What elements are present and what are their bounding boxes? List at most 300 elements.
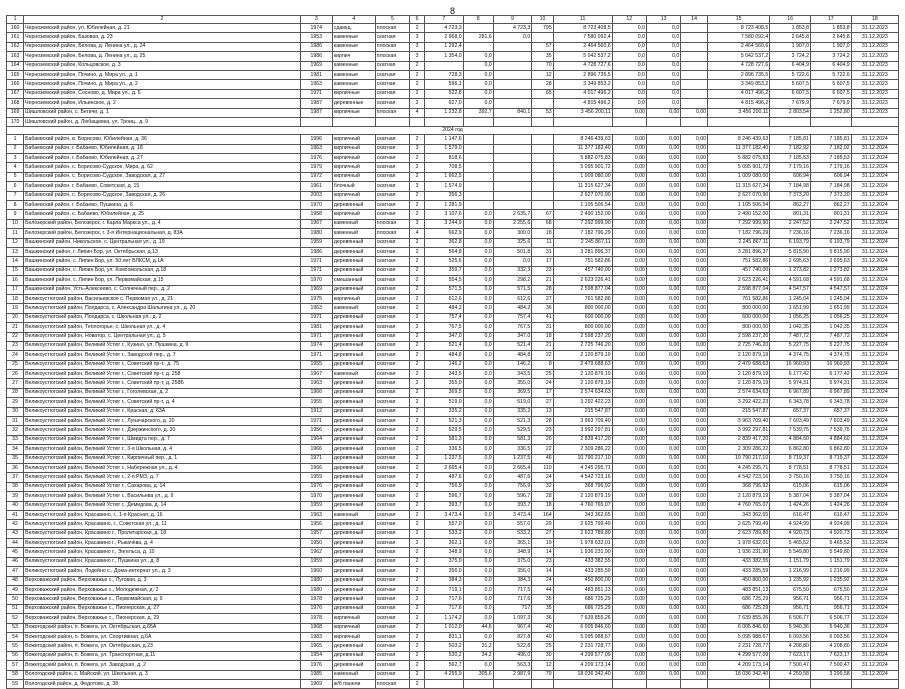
table-cell: 675,50 [770, 586, 811, 595]
table-cell: 956,71 [770, 595, 811, 604]
table-cell: 2 309 286,22 [553, 445, 612, 454]
table-cell: 0,00 [612, 445, 646, 454]
table-cell: скатная [375, 276, 409, 285]
table-cell: 0,00 [681, 661, 708, 670]
table-cell: 11 377 182,40 [553, 144, 612, 153]
table-cell [463, 182, 493, 191]
table-cell: 2 [410, 80, 425, 89]
table-cell: 17 [532, 257, 553, 266]
table-cell: 501,8 [493, 247, 532, 256]
table-cell: 2 [410, 154, 425, 163]
table-cell: 31.12.2024 [851, 332, 898, 341]
table-cell: 0,00 [612, 520, 646, 529]
table-cell: Великоустюгский район, Лодейно с., Дома-интернат ул., д. 3 [24, 567, 301, 576]
table-cell: 8 723 408,5 [708, 24, 770, 33]
table-row [7, 99, 899, 108]
table-cell: 23 [532, 266, 553, 275]
table-cell: 0,0 [493, 33, 532, 42]
table-cell: скатная [375, 257, 409, 266]
table-cell: 1974 [300, 341, 332, 350]
table-cell: 2 968,0 [425, 33, 464, 42]
table-cell: 58 [7, 670, 24, 679]
table-cell: 0,00 [646, 257, 680, 266]
table-cell: 2 695,63 [770, 257, 811, 266]
table-cell: 2 [410, 670, 425, 679]
table-cell: 7 184,98 [770, 182, 811, 191]
table-cell: каменный [332, 229, 375, 238]
table-cell: 0,0 [463, 89, 493, 98]
table-cell: 31.12.2024 [851, 398, 898, 407]
table-cell: 0,00 [646, 510, 680, 519]
table-cell: 36 [7, 463, 24, 472]
table-cell: скатная [375, 501, 409, 510]
table-cell: 2 [24, 16, 301, 24]
table-cell: кирпичный [332, 294, 375, 303]
table-cell: Великоустюгский район, Великий Устюг г., Красная, д. 63А [24, 407, 301, 416]
table-cell: 2 [410, 61, 425, 70]
table-cell: 7 182,92 [770, 144, 811, 153]
table-cell: 5 722,6 [770, 70, 811, 79]
table-row [7, 42, 899, 51]
table-row [7, 144, 899, 153]
table-row [7, 501, 899, 510]
table-cell: 31.12.2023 [851, 42, 898, 51]
table-cell: 0,00 [612, 623, 646, 632]
table-cell [463, 191, 493, 200]
table-cell: 0,00 [681, 201, 708, 210]
table-row [7, 117, 899, 126]
table-cell: 0,0 [463, 388, 493, 397]
table-cell: 11 315 627,34 [708, 182, 770, 191]
table-cell: 2 490 152,00 [708, 210, 770, 219]
table-cell: 519,0 [425, 398, 464, 407]
table-cell: 0,00 [646, 651, 680, 660]
table-cell: 2 464 560,6 [553, 42, 612, 51]
table-cell: 0,0 [463, 304, 493, 313]
table-cell: 0,00 [612, 633, 646, 642]
table-cell: скатная [375, 510, 409, 519]
table-cell: 7 487,72 [810, 332, 851, 341]
table-cell: сдающ. [332, 24, 375, 33]
table-cell: 46 [532, 454, 553, 463]
table-cell: 57 [532, 42, 553, 51]
table-cell: 393,7 [493, 501, 532, 510]
table-cell: 0,00 [646, 332, 680, 341]
table-cell: 6 005 846,60 [553, 623, 612, 632]
table-cell: 2 896 735,5 [553, 70, 612, 79]
table-cell: 522,8 [493, 642, 532, 651]
table-cell: 12 [612, 16, 646, 24]
table-cell: 6 607,5 [810, 89, 851, 98]
table-cell: Черноземский район, Почино, д. Мира ул., д. 2 [24, 80, 301, 89]
table-cell: 0,0 [463, 332, 493, 341]
table-cell: 7 679,9 [770, 99, 811, 108]
table-cell: скатная [375, 426, 409, 435]
table-cell: 0,00 [612, 294, 646, 303]
table-cell: 761 582,86 [708, 294, 770, 303]
table-cell: 1 056,25 [770, 313, 811, 322]
table-cell: 18 [532, 229, 553, 238]
table-cell: каменный [332, 510, 375, 519]
table-cell: деревянный [332, 661, 375, 670]
table-cell: 31.12.2024 [851, 219, 898, 228]
table-cell: 3 [410, 52, 425, 61]
table-cell: 7 539,75 [810, 426, 851, 435]
table-cell: 7 580 092,4 [553, 33, 612, 42]
table-cell: деревянный [332, 604, 375, 613]
table-cell: 6 862,80 [770, 445, 811, 454]
table-cell: 0,00 [612, 539, 646, 548]
table-cell: 0,00 [612, 182, 646, 191]
table-cell: смешанный [332, 276, 375, 285]
table-cell: 0,00 [612, 108, 646, 117]
table-cell: 0,0 [463, 463, 493, 472]
table-cell: 31 [532, 247, 553, 256]
table-cell [681, 117, 708, 126]
table-cell: 332,3 [493, 266, 532, 275]
table-cell: 10 [7, 219, 24, 228]
table-cell: 2 [410, 238, 425, 247]
table-cell: скатная [375, 586, 409, 595]
table-cell: 0,00 [681, 323, 708, 332]
table-cell: 24 [7, 351, 24, 360]
table-row [7, 473, 899, 482]
table-cell: 457 740,00 [553, 266, 612, 275]
table-cell: 1956 [300, 426, 332, 435]
table-cell: 1 147,6 [425, 135, 464, 144]
table-cell: 6 177,42 [810, 370, 851, 379]
table-cell: 31.12.2024 [851, 435, 898, 444]
table-cell: кирпичный [332, 163, 375, 172]
table-cell: деревянный [332, 379, 375, 388]
table-cell [770, 117, 811, 126]
table-cell: 336,5 [493, 445, 532, 454]
table-cell: 0,00 [681, 567, 708, 576]
table-cell [681, 679, 708, 688]
table-cell: 393,7 [425, 501, 464, 510]
table-cell: 1 574,9 [425, 182, 464, 191]
table-cell: 571,5 [493, 285, 532, 294]
table-row [7, 210, 899, 219]
table-cell: 0,00 [646, 163, 680, 172]
table-cell: 1963 [300, 379, 332, 388]
register-body [7, 16, 899, 689]
table-cell: 31.12.2024 [851, 567, 898, 576]
table-cell: 0,0 [463, 633, 493, 642]
table-cell: 37 [7, 473, 24, 482]
table-cell: плоская [375, 108, 409, 117]
table-cell: Черноземский район, ул. Юбилейная, д. 21 [24, 24, 301, 33]
table-cell: 2 [410, 313, 425, 322]
table-cell: 31.12.2024 [851, 351, 898, 360]
table-cell: 0,0 [463, 435, 493, 444]
table-cell: 0,0 [463, 323, 493, 332]
table-cell: 1 151,79 [770, 557, 811, 566]
table-cell: 2 [410, 435, 425, 444]
table-cell: 170 [7, 117, 24, 126]
table-cell: 751 582,86 [553, 257, 612, 266]
table-cell: кирпичный [332, 633, 375, 642]
table-cell: Вашкинский район, Усть-Алексеево, с. Солнечный пер., д. 2 [24, 285, 301, 294]
table-cell: скатная [375, 370, 409, 379]
table-cell: 1 273,82 [770, 266, 811, 275]
table-cell: скатная [375, 539, 409, 548]
table-row [7, 341, 899, 350]
table-cell: 612,6 [493, 294, 532, 303]
table-cell: 4 760 765,07 [553, 501, 612, 510]
table-cell: 2 [410, 407, 425, 416]
table-cell: 7 639 855,26 [553, 614, 612, 623]
table-cell: 1971 [300, 266, 332, 275]
table-cell: 433 285,59 [708, 567, 770, 576]
table-cell: 0,00 [646, 219, 680, 228]
table-cell [425, 117, 464, 126]
table-cell: 483 851,13 [708, 586, 770, 595]
table-cell [493, 191, 532, 200]
table-cell: 0,00 [681, 144, 708, 153]
table-cell: 31.12.2024 [851, 144, 898, 153]
table-row [7, 529, 899, 538]
table-cell: 4 [7, 163, 24, 172]
table-cell: 1980 [300, 229, 332, 238]
table-cell: 0,0 [646, 33, 680, 42]
table-cell: 11 [7, 229, 24, 238]
table-cell: 7 623,17 [770, 651, 811, 660]
table-cell: 18 036 342,40 [553, 670, 612, 679]
table-cell: 24 [532, 379, 553, 388]
table-cell: 1959 [300, 473, 332, 482]
table-cell: 35 [532, 595, 553, 604]
table-cell: 0,00 [646, 172, 680, 181]
table-cell: Белозерский район, Белозерск, г. Карла Маркса ул., д. 4 [24, 219, 301, 228]
table-row [7, 651, 899, 660]
table-cell: деревянные [332, 99, 375, 108]
table-cell: деревянный [332, 247, 375, 256]
table-cell: 343,5 [493, 370, 532, 379]
table-cell: 1981 [300, 323, 332, 332]
table-cell: 708,5 [425, 163, 464, 172]
table-cell: 0,0 [463, 313, 493, 322]
table-cell: 343,5 [425, 370, 464, 379]
table-cell: 0,00 [681, 614, 708, 623]
table-cell: 0,00 [612, 201, 646, 210]
table-cell: 0,00 [612, 642, 646, 651]
table-cell: 36 [532, 614, 553, 623]
table-cell: 5 095 988,67 [708, 633, 770, 642]
table-cell: 0,00 [612, 210, 646, 219]
table-cell: Великоустюгский район, Великий Устюг г., Советский пр-т., д. 75 [24, 360, 301, 369]
table-cell: 563,3 [493, 661, 532, 670]
table-cell: скатная [375, 642, 409, 651]
table-cell: 1961 [300, 182, 332, 191]
table-cell: 2 [410, 642, 425, 651]
table-row [7, 435, 899, 444]
table-cell: 7 185,81 [770, 135, 811, 144]
table-cell: 0,00 [646, 463, 680, 472]
table-cell: 0,00 [646, 642, 680, 651]
table-cell: 4 208,80 [770, 642, 811, 651]
table-cell: 0,00 [681, 135, 708, 144]
table-cell: скатная [375, 89, 409, 98]
table-cell: 0,00 [612, 417, 646, 426]
table-cell: 0,0 [463, 70, 493, 79]
table-cell: 0,0 [463, 529, 493, 538]
table-cell: 14 [7, 257, 24, 266]
table-cell: плоская [375, 679, 409, 688]
table-cell: 2 120 879,19 [708, 379, 770, 388]
table-cell: деревянный [332, 501, 375, 510]
table-cell: 18 [532, 332, 553, 341]
table-cell: 800 000,00 [708, 304, 770, 313]
table-cell: 4 728 727,6 [553, 61, 612, 70]
table-cell: Верховажский район, Верховажье с., Молодежная, д. 2 [24, 586, 301, 595]
table-cell: 0,0 [463, 229, 493, 238]
table-cell: 3 [410, 144, 425, 153]
table-cell: 0,00 [646, 586, 680, 595]
table-cell: 2 120 879,19 [708, 370, 770, 379]
table-cell: 1963 [300, 304, 332, 313]
table-cell: 6 [7, 182, 24, 191]
table-cell: 4 920,73 [810, 529, 851, 538]
table-cell: 0,0 [646, 70, 680, 79]
table-cell: 2 [410, 454, 425, 463]
table-cell: 2 725 746,20 [708, 341, 770, 350]
table-cell: 0,00 [612, 219, 646, 228]
table-cell: 1 151,79 [810, 557, 851, 566]
table-cell: 38 [7, 482, 24, 491]
table-cell: 956,71 [770, 604, 811, 613]
table-cell: 0,00 [681, 651, 708, 660]
table-cell: 956,71 [810, 604, 851, 613]
table-cell: 2 [410, 304, 425, 313]
table-cell: 32 [532, 482, 553, 491]
table-cell: Шишловский район, с. Бегичи, д. 1 [24, 108, 301, 117]
table-cell: 21 [532, 276, 553, 285]
table-cell: 0,00 [681, 276, 708, 285]
table-cell: 0,0 [612, 99, 646, 108]
table-cell: 0,00 [681, 539, 708, 548]
table-cell: 3 292 422,23 [708, 398, 770, 407]
table-cell: скатная [375, 623, 409, 632]
table-cell: 3 349 853,2 [708, 80, 770, 89]
table-cell: 2 [410, 172, 425, 181]
table-cell [553, 679, 612, 688]
table-cell: 0,00 [681, 172, 708, 181]
table-cell: 362,8 [425, 238, 464, 247]
table-cell: 0,00 [681, 257, 708, 266]
table-cell: 5 [7, 172, 24, 181]
table-cell [463, 144, 493, 153]
table-cell [463, 42, 493, 51]
table-cell: 484,2 [425, 304, 464, 313]
table-cell: 717,6 [493, 595, 532, 604]
table-cell: 4 209 173,14 [708, 661, 770, 670]
table-cell: 31.12.2024 [851, 661, 898, 670]
table-cell: 43 [7, 529, 24, 538]
table-cell: 5 095 988,67 [553, 633, 612, 642]
table-cell: 2 [410, 351, 425, 360]
table-cell: 0,0 [463, 492, 493, 501]
table-cell: 1 853,8 [810, 24, 851, 33]
table-cell: скатная [375, 454, 409, 463]
table-cell: 4 299 577,09 [553, 651, 612, 660]
table-cell: скатная [375, 304, 409, 313]
table-cell [493, 89, 532, 98]
table-cell: 3 456 200,11 [553, 108, 612, 117]
table-cell: 0,00 [681, 108, 708, 117]
table-cell: 0,00 [612, 473, 646, 482]
page-number: 8 [449, 6, 455, 16]
table-cell: 0,00 [681, 510, 708, 519]
table-cell: 31.12.2024 [851, 595, 898, 604]
table-cell: 8 719,37 [770, 454, 811, 463]
table-cell [493, 182, 532, 191]
table-cell: каменный [332, 670, 375, 679]
table-cell: 13 [646, 16, 680, 24]
table-cell: 1 056,25 [810, 313, 851, 322]
table-cell: 31.12.2024 [851, 266, 898, 275]
table-cell: 31.12.2024 [851, 670, 898, 679]
table-cell: 13 [7, 247, 24, 256]
table-cell: 1971 [300, 89, 332, 98]
table-cell: 1985 [300, 670, 332, 679]
table-cell: 0,00 [612, 388, 646, 397]
table-cell [493, 42, 532, 51]
table-cell: 450 800,00 [708, 576, 770, 585]
table-cell: 1978 [300, 614, 332, 623]
table-cell: 2 [410, 520, 425, 529]
table-row [7, 154, 899, 163]
table-row [7, 182, 899, 191]
table-cell: 2 479 688,63 [708, 360, 770, 369]
table-row [7, 247, 899, 256]
table-cell: каменные [332, 70, 375, 79]
table-row [7, 567, 899, 576]
table-cell: 0,00 [681, 595, 708, 604]
table-cell: 28 [532, 285, 553, 294]
table-cell: 5 549,80 [770, 548, 811, 557]
table-cell: 0,0 [463, 445, 493, 454]
table-cell: 31.12.2024 [851, 604, 898, 613]
table-cell: 161 [7, 33, 24, 42]
table-cell: 1 235,92 [770, 576, 811, 585]
table-cell: Верховажский район, Верховажье с., Луговая, д. 3 [24, 576, 301, 585]
table-cell: 0,00 [681, 670, 708, 679]
table-cell: 0,00 [681, 548, 708, 557]
table-cell: 557,0 [425, 520, 464, 529]
table-cell: 31.12.2024 [851, 172, 898, 181]
table-cell: 7 679,9 [810, 99, 851, 108]
table-cell: 0,00 [646, 341, 680, 350]
table-cell: 31.12.2024 [851, 454, 898, 463]
table-row [7, 238, 899, 247]
table-cell: 0,00 [646, 633, 680, 642]
table-cell: 3 724,2 [770, 52, 811, 61]
table-cell: скатная [375, 417, 409, 426]
table-cell: 0,00 [612, 191, 646, 200]
table-cell: 5 042 537,2 [708, 52, 770, 61]
table-cell: 0,00 [646, 201, 680, 210]
table-cell: 1970 [300, 276, 332, 285]
table-cell: 0,0 [463, 426, 493, 435]
table-cell: 2 [410, 247, 425, 256]
table-row [7, 426, 899, 435]
table-row [7, 276, 899, 285]
table-row [7, 388, 899, 397]
table-cell: 801,31 [810, 210, 851, 219]
table-cell: Вашкинский район, с. Липин Бор, ул. Первомайская, д.15 [24, 276, 301, 285]
table-row [7, 492, 899, 501]
